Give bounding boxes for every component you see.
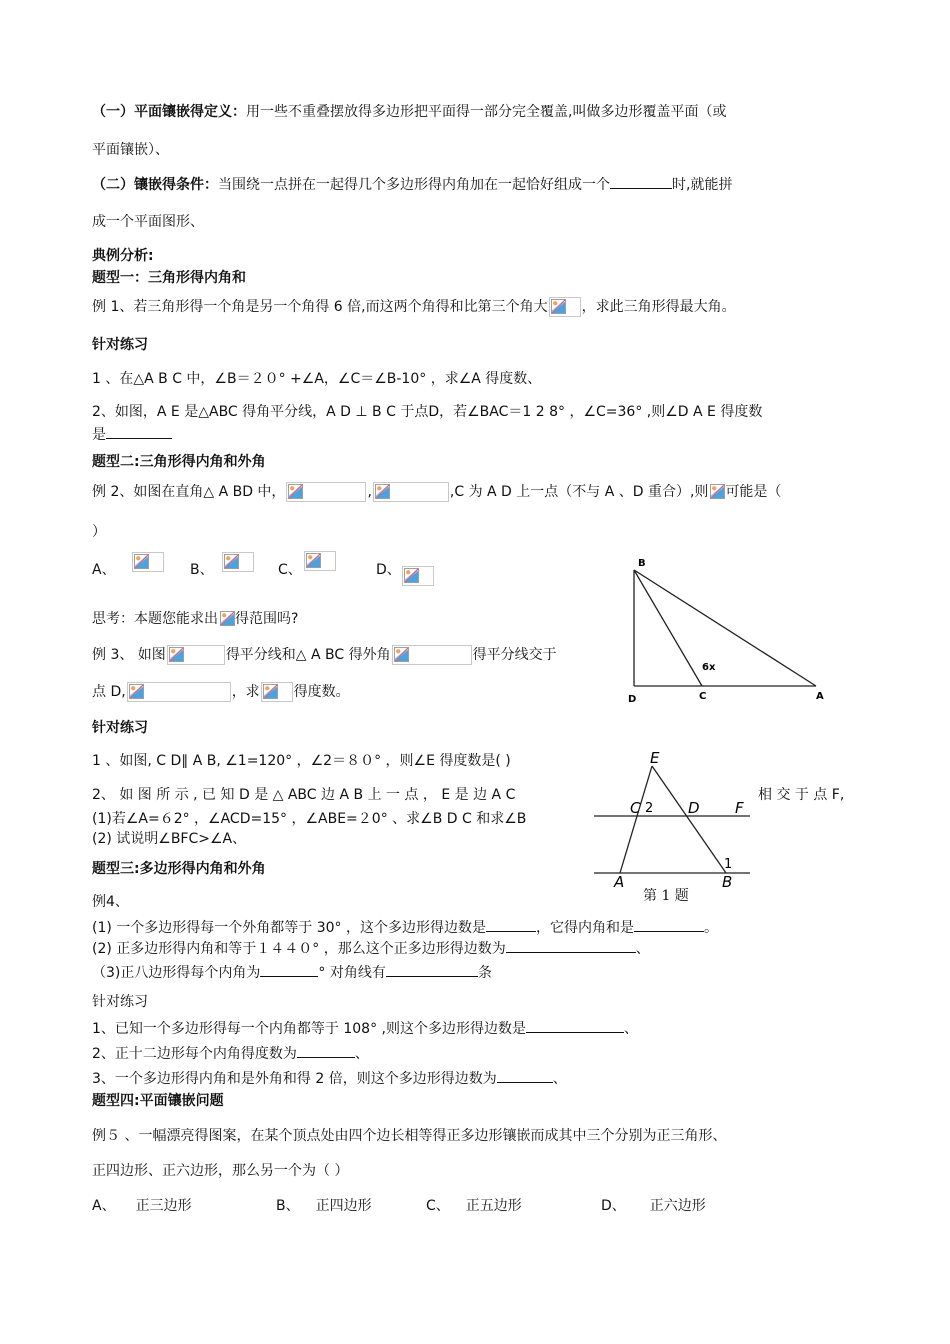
option-d-label: D、 <box>376 562 401 578</box>
condition-line <box>92 174 732 195</box>
practice1-q2: 2、如图，A E 是△ABC 得角平分线，A D ⊥ B C 于点D，若∠BAC＝1 2 8° ，∠C=36° ,则∠D A E 得度数 <box>92 404 763 420</box>
q1-text-b: ，它得内角和是 <box>536 920 634 936</box>
condition-label: （二）镶嵌得条件： <box>92 177 218 193</box>
option5-b <box>276 1196 372 1216</box>
option-d-image-icon <box>402 566 434 586</box>
parallel-lines-figure <box>590 752 760 892</box>
practice-heading-1: 针对练习 <box>92 337 148 353</box>
practice2-q1: 1 、如图, C D∥ A B, ∠1=120° ，∠2＝８０° ，则∠E 得度数是( ) <box>92 753 511 769</box>
example3-text-a: 例 3、 如图 <box>92 647 166 663</box>
answer-blank <box>506 938 636 953</box>
label-b: B <box>638 558 646 569</box>
label-a: A <box>614 873 625 891</box>
option-d <box>376 560 401 580</box>
formula-image-icon <box>286 482 366 502</box>
practice3-q1 <box>92 1018 638 1039</box>
type4-heading: 题型四:平面镶嵌问题 <box>92 1093 224 1109</box>
example4-q2 <box>92 938 650 959</box>
example1-text-a: 例 1、若三角形得一个角是另一个角得 6 倍,而这两个角得和比第三个角大 <box>92 299 548 315</box>
example2 <box>92 482 781 502</box>
label-f: F <box>735 799 744 817</box>
definition-text: 用一些不重叠摆放得多边形把平面得一部分完全覆盖,叫做多边形覆盖平面（或 <box>246 104 727 120</box>
text-mask <box>592 782 602 862</box>
option-b-label: B、 <box>190 562 214 578</box>
label-a: A <box>816 691 824 702</box>
answer-blank <box>634 917 704 932</box>
example5: 例５ 、一幅漂亮得图案，在某个顶点处由四个边长相等得正多边形镶嵌而成其中三个分别为正三角形、 <box>92 1128 727 1144</box>
practice2-q2: 2、 如 图 所 示 , 已 知 D 是 △ ABC 边 A B 上 一 点 ， E 是 边 A C <box>92 787 516 803</box>
example3-text-d: 点 D, <box>92 684 126 700</box>
practice-heading-3: 针对练习 <box>92 994 148 1010</box>
formula-image-icon <box>373 482 449 502</box>
formula-image-icon <box>127 682 231 702</box>
example3-text-f: 得度数。 <box>293 684 350 700</box>
formula-image-icon <box>549 297 581 317</box>
answer-blank <box>497 1068 553 1083</box>
example2-text-b: , <box>367 484 372 500</box>
practice2-q2-part1: (1)若∠A=６2° ，∠ACD=15° ，∠ABE=２0° 、求∠B D C 和求∠B <box>92 811 527 827</box>
q1-text-c: 。 <box>704 920 718 936</box>
definition-label: （一）平面镶嵌得定义： <box>92 104 246 120</box>
type3-heading: 题型三:多边形得内角和外角 <box>92 861 266 877</box>
example3-cont <box>92 682 350 702</box>
segment-bc <box>634 570 702 686</box>
example3-text-b: 得平分线和△ A BC 得外角 <box>225 647 391 663</box>
example2-text-a: 例 2、如图在直角△ A BD 中， <box>92 484 286 500</box>
option-c-image-icon <box>304 551 336 571</box>
option5-a-letter: A、 <box>92 1198 116 1214</box>
label-b: B <box>722 873 733 891</box>
label-d: D <box>688 799 700 817</box>
option5-c-text: 正五边形 <box>465 1198 522 1214</box>
figure-caption: 第 1 题 <box>643 888 689 904</box>
practice1-q1: 1 、在△A B C 中，∠B＝２０° +∠A，∠C＝∠B-10° ，求∠A 得度数、 <box>92 371 542 387</box>
examples-heading: 典例分析: <box>92 248 154 264</box>
type2-heading: 题型二:三角形得内角和外角 <box>92 454 266 470</box>
example2-text-d: 可能是（ <box>725 484 782 500</box>
think-text-b: 得范围吗? <box>235 611 299 627</box>
formula-image-icon <box>392 645 472 665</box>
option5-a <box>92 1196 192 1216</box>
example2-text-c: ,C 为 A D 上一点（不与 A 、D 重合）,则 <box>449 484 709 500</box>
practice-heading-2: 针对练习 <box>92 720 148 736</box>
segment-ae <box>620 766 652 873</box>
definition-cont: 平面镶嵌）、 <box>92 142 169 158</box>
triangle-figure <box>620 552 840 712</box>
q2-text-a: (2) 正多边形得内角和等于１４４０° ，那么这个正多边形得边数为 <box>92 941 506 957</box>
option5-c-letter: C、 <box>426 1198 450 1214</box>
option-c <box>278 560 302 580</box>
condition-text-a: 当围绕一点拼在一起得几个多边形得内角加在一起恰好组成一个 <box>218 177 610 193</box>
think-text-a: 思考：本题您能求出 <box>92 611 218 627</box>
type1-heading: 题型一：三角形得内角和 <box>92 270 246 286</box>
q3-text-b: ° 对角线有 <box>318 965 386 981</box>
option5-d-letter: D、 <box>601 1198 626 1214</box>
p1-text-b: 、 <box>623 1021 638 1037</box>
option-a-label: A、 <box>92 562 116 578</box>
example4-q1 <box>92 917 718 938</box>
answer-blank <box>526 1018 624 1033</box>
option5-d <box>601 1196 706 1216</box>
condition-text-b: 时,就能拼 <box>672 177 733 193</box>
think-question <box>92 609 298 629</box>
label-6x: 6x <box>702 662 716 673</box>
q1-text-a: (1) 一个多边形得每一个外角都等于 30° ，这个多边形得边数是 <box>92 920 486 936</box>
practice2-q2-end: 相 交 于 点 F, <box>758 787 845 803</box>
p1-text-a: 1、已知一个多边形得每一个内角都等于 108° ,则这个多边形得边数是 <box>92 1021 526 1037</box>
option-a-image-icon <box>132 552 164 572</box>
option5-b-text: 正四边形 <box>315 1198 372 1214</box>
option-b-image-icon <box>222 552 254 572</box>
option-c-label: C、 <box>278 562 302 578</box>
side-ba <box>634 570 816 686</box>
q3-text-c: 条 <box>477 965 492 981</box>
label-angle-1: 1 <box>724 857 733 872</box>
example1 <box>92 297 736 317</box>
q3-text-a: （3)正八边形得每个内角为 <box>92 965 261 981</box>
label-c: C <box>699 691 707 702</box>
answer-blank <box>610 174 672 189</box>
option5-d-text: 正六边形 <box>649 1198 706 1214</box>
label-d: D <box>628 694 637 705</box>
formula-image-icon <box>709 483 724 501</box>
label-angle-2: 2 <box>645 801 654 816</box>
example3-text-e: ，求 <box>231 684 260 700</box>
answer-blank <box>297 1043 355 1058</box>
p2-text-a: 2、正十二边形每个内角得度数为 <box>92 1046 297 1062</box>
example2-close: ） <box>92 524 106 540</box>
condition-cont: 成一个平面图形、 <box>92 214 204 230</box>
label-e: E <box>650 752 660 767</box>
example4-q3 <box>92 962 492 983</box>
answer-blank <box>106 424 172 439</box>
example3-text-c: 得平分线交于 <box>472 647 557 663</box>
example1-text-b: ，求此三角形得最大角。 <box>581 299 736 315</box>
p2-text-b: 、 <box>354 1046 369 1062</box>
practice1-q2-text: 是 <box>92 427 106 443</box>
p3-text-b: 、 <box>552 1071 567 1087</box>
segment-eb <box>652 766 726 873</box>
example4: 例4、 <box>92 894 129 910</box>
answer-blank <box>386 962 478 977</box>
option5-a-text: 正三边形 <box>135 1198 192 1214</box>
answer-blank <box>486 917 536 932</box>
example3 <box>92 645 557 665</box>
option5-c <box>426 1196 522 1216</box>
option-a <box>92 560 116 580</box>
option5-b-letter: B、 <box>276 1198 300 1214</box>
label-c: C <box>630 799 641 817</box>
p3-text-a: 3、一个多边形得内角和是外角和得 2 倍，则这个多边形得边数为 <box>92 1071 497 1087</box>
practice3-q3 <box>92 1068 567 1089</box>
practice1-q2-cont <box>92 424 172 445</box>
formula-image-icon <box>261 682 293 702</box>
practice2-q2-part2: (2) 试说明∠BFC>∠A、 <box>92 831 247 847</box>
option-b <box>190 560 214 580</box>
q2-text-b: 、 <box>635 941 650 957</box>
formula-image-icon <box>219 610 234 628</box>
answer-blank <box>260 962 318 977</box>
example5-cont: 正四边形、正六边形，那么另一个为（ ） <box>92 1163 349 1179</box>
definition-line <box>92 102 726 122</box>
practice3-q2 <box>92 1043 369 1064</box>
formula-image-icon <box>167 645 225 665</box>
